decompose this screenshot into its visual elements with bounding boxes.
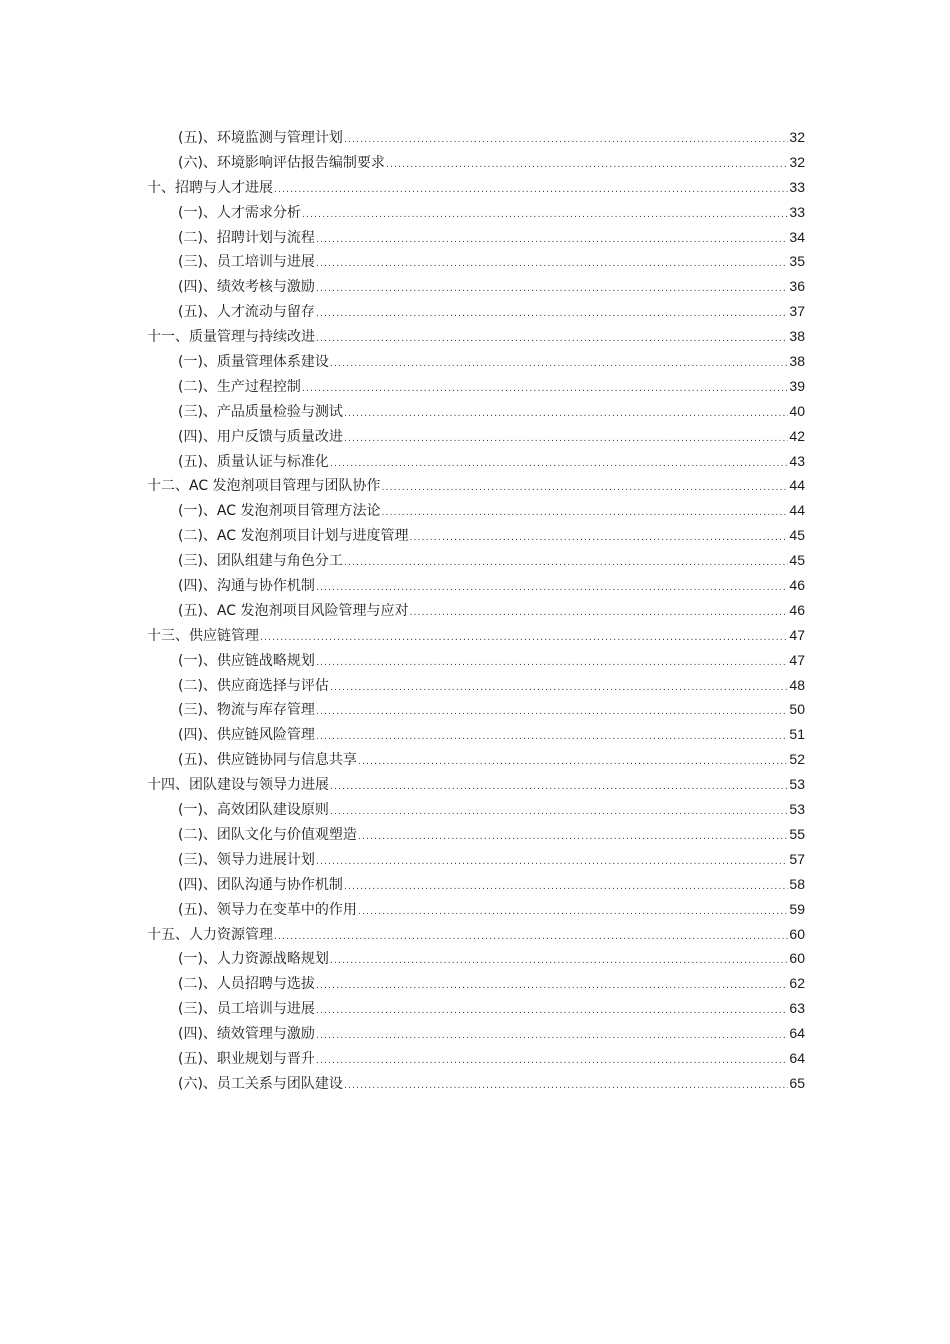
toc-page-number: 51 <box>789 726 805 743</box>
toc-dot-leader <box>358 825 788 850</box>
toc-dot-leader <box>316 974 788 999</box>
toc-section-entry[interactable] <box>147 648 805 673</box>
toc-entry-title: (一)、高效团队建设原则 <box>178 802 329 819</box>
toc-dot-leader <box>274 178 788 203</box>
toc-page-number: 47 <box>789 651 805 668</box>
toc-section-entry[interactable] <box>147 498 805 523</box>
toc-section-entry[interactable] <box>147 249 805 274</box>
toc-page-number: 32 <box>789 129 805 145</box>
toc-section-entry[interactable] <box>147 548 805 573</box>
toc-entry-title: (四)、供应链风险管理 <box>178 727 315 744</box>
toc-chapter-entry[interactable] <box>147 175 805 200</box>
toc-dot-leader <box>316 725 788 750</box>
toc-dot-leader <box>316 327 788 352</box>
toc-page-number: 62 <box>789 975 805 992</box>
toc-section-entry[interactable] <box>147 125 805 150</box>
toc-chapter-entry[interactable] <box>147 473 805 498</box>
toc-dot-leader <box>344 427 788 452</box>
toc-chapter-entry[interactable] <box>147 623 805 648</box>
toc-page-number: 45 <box>789 527 805 544</box>
toc-page-number: 46 <box>789 577 805 594</box>
toc-dot-leader <box>316 252 788 277</box>
toc-dot-leader <box>302 377 788 402</box>
toc-dot-leader <box>316 850 788 875</box>
toc-page-number: 36 <box>789 278 805 295</box>
toc-dot-leader <box>330 452 788 477</box>
toc-section-entry[interactable] <box>147 697 805 722</box>
toc-page-number: 55 <box>789 825 805 842</box>
toc-page-number: 48 <box>789 676 805 693</box>
toc-page-number: 38 <box>789 353 805 370</box>
toc-dot-leader <box>302 203 788 228</box>
toc-dot-leader <box>382 476 789 501</box>
toc-page-number: 45 <box>789 552 805 569</box>
toc-entry-title: (四)、用户反馈与质量改进 <box>178 428 343 445</box>
toc-entry-title: (三)、领导力进展计划 <box>178 851 315 868</box>
toc-entry-title: (四)、绩效管理与激励 <box>178 1026 315 1043</box>
toc-section-entry[interactable] <box>147 1021 805 1046</box>
toc-entry-title: (五)、AC 发泡剂项目风险管理与应对 <box>178 602 409 619</box>
toc-entry-title: (二)、人员招聘与选拔 <box>178 976 315 993</box>
toc-entry-title: (六)、员工关系与团队建设 <box>178 1075 343 1092</box>
toc-entry-title: (六)、环境影响评估报告编制要求 <box>178 154 385 171</box>
toc-dot-leader <box>316 228 788 253</box>
toc-page-number: 58 <box>789 875 805 892</box>
toc-section-entry[interactable] <box>147 847 805 872</box>
toc-entry-title: (四)、沟通与协作机制 <box>178 578 315 595</box>
toc-section-entry[interactable] <box>147 424 805 449</box>
toc-page-number: 43 <box>789 452 805 469</box>
toc-page-number: 52 <box>789 751 805 768</box>
toc-entry-title: 十二、AC 发泡剂项目管理与团队协作 <box>147 478 381 495</box>
toc-page-number: 33 <box>789 203 805 220</box>
toc-dot-leader <box>330 775 788 800</box>
table-of-contents <box>147 125 805 1096</box>
toc-dot-leader <box>316 1049 788 1074</box>
toc-dot-leader <box>316 700 788 725</box>
toc-entry-title: (二)、招聘计划与流程 <box>178 229 315 246</box>
toc-page-number: 38 <box>789 328 805 345</box>
toc-entry-title: (三)、物流与库存管理 <box>178 702 315 719</box>
toc-dot-leader <box>344 551 788 576</box>
toc-entry-title: (一)、供应链战略规划 <box>178 652 315 669</box>
toc-dot-leader <box>316 1024 788 1049</box>
toc-page-number: 44 <box>789 477 805 494</box>
toc-page-number: 32 <box>789 153 805 170</box>
toc-dot-leader <box>409 601 788 626</box>
toc-dot-leader <box>330 949 788 974</box>
toc-dot-leader <box>330 676 788 701</box>
toc-dot-leader <box>344 128 788 153</box>
toc-entry-title: (二)、供应商选择与评估 <box>178 677 329 694</box>
toc-section-entry[interactable] <box>147 598 805 623</box>
toc-dot-leader <box>381 501 788 526</box>
toc-entry-title: (一)、质量管理体系建设 <box>178 354 329 371</box>
toc-page-number: 53 <box>789 801 805 818</box>
toc-page-number: 40 <box>789 402 805 419</box>
toc-dot-leader <box>330 352 788 377</box>
toc-section-entry[interactable] <box>147 399 805 424</box>
toc-entry-title: (三)、产品质量检验与测试 <box>178 403 343 420</box>
toc-page-number: 60 <box>789 925 805 942</box>
toc-entry-title: (五)、环境监测与管理计划 <box>178 130 343 146</box>
toc-chapter-entry[interactable] <box>147 922 805 947</box>
toc-section-entry[interactable] <box>147 722 805 747</box>
toc-page-number: 59 <box>789 900 805 917</box>
toc-section-entry[interactable] <box>147 971 805 996</box>
toc-section-entry[interactable] <box>147 150 805 175</box>
toc-section-entry[interactable] <box>147 946 805 971</box>
toc-page-number: 37 <box>789 303 805 320</box>
toc-section-entry[interactable] <box>147 822 805 847</box>
toc-section-entry[interactable] <box>147 274 805 299</box>
toc-page-number: 42 <box>789 427 805 444</box>
toc-dot-leader <box>409 526 788 551</box>
toc-page-number: 60 <box>789 950 805 967</box>
toc-dot-leader <box>358 750 788 775</box>
toc-page-number: 57 <box>789 850 805 867</box>
toc-page-number: 39 <box>789 377 805 394</box>
toc-entry-title: (五)、供应链协同与信息共享 <box>178 752 357 769</box>
toc-entry-title: (五)、领导力在变革中的作用 <box>178 901 357 918</box>
toc-section-entry[interactable] <box>147 1046 805 1071</box>
toc-entry-title: (一)、人力资源战略规划 <box>178 951 329 968</box>
toc-page-number: 50 <box>789 701 805 718</box>
toc-dot-leader <box>358 900 788 925</box>
toc-entry-title: (二)、团队文化与价值观塑造 <box>178 826 357 843</box>
toc-dot-leader <box>316 651 788 676</box>
toc-page-number: 46 <box>789 601 805 618</box>
toc-page-number: 64 <box>789 1049 805 1066</box>
toc-page-number: 34 <box>789 228 805 245</box>
toc-section-entry[interactable] <box>147 673 805 698</box>
toc-section-entry[interactable] <box>147 872 805 897</box>
toc-entry-title: 十一、质量管理与持续改进 <box>147 329 315 346</box>
toc-section-entry[interactable] <box>147 225 805 250</box>
toc-section-entry[interactable] <box>147 200 805 225</box>
toc-dot-leader <box>316 999 788 1024</box>
toc-entry-title: (四)、团队沟通与协作机制 <box>178 876 343 893</box>
toc-entry-title: (五)、质量认证与标准化 <box>178 453 329 470</box>
toc-page-number: 35 <box>789 253 805 270</box>
toc-dot-leader <box>344 1074 788 1099</box>
toc-dot-leader <box>386 153 788 178</box>
toc-dot-leader <box>316 576 788 601</box>
toc-page-number: 33 <box>789 178 805 195</box>
toc-entry-title: (一)、AC 发泡剂项目管理方法论 <box>178 503 381 520</box>
toc-dot-leader <box>344 875 788 900</box>
toc-dot-leader <box>316 302 788 327</box>
toc-section-entry[interactable] <box>147 797 805 822</box>
toc-dot-leader <box>260 626 788 651</box>
toc-page-number: 64 <box>789 1025 805 1042</box>
toc-page-number: 47 <box>789 626 805 643</box>
toc-section-entry[interactable] <box>147 523 805 548</box>
toc-section-entry[interactable] <box>147 299 805 324</box>
toc-section-entry[interactable] <box>147 449 805 474</box>
toc-entry-title: (二)、生产过程控制 <box>178 378 301 395</box>
toc-entry-title: (一)、人才需求分析 <box>178 204 301 221</box>
toc-dot-leader <box>274 925 788 950</box>
toc-entry-title: (二)、AC 发泡剂项目计划与进度管理 <box>178 528 409 545</box>
toc-section-entry[interactable] <box>147 573 805 598</box>
toc-page-number: 44 <box>789 502 805 519</box>
toc-dot-leader <box>316 277 788 302</box>
toc-entry-title: (四)、绩效考核与激励 <box>178 279 315 296</box>
toc-entry-title: (五)、人才流动与留存 <box>178 304 315 321</box>
toc-entry-title: (五)、职业规划与晋升 <box>178 1050 315 1067</box>
toc-entry-title: 十、招聘与人才进展 <box>147 179 273 196</box>
toc-entry-title: 十三、供应链管理 <box>147 627 259 644</box>
toc-section-entry[interactable] <box>147 374 805 399</box>
toc-entry-title: 十五、人力资源管理 <box>147 926 273 943</box>
toc-page-number: 63 <box>789 1000 805 1017</box>
toc-section-entry[interactable] <box>147 349 805 374</box>
toc-entry-title: 十四、团队建设与领导力进展 <box>147 777 329 794</box>
toc-entry-title: (三)、员工培训与进展 <box>178 254 315 271</box>
toc-chapter-entry[interactable] <box>147 772 805 797</box>
toc-chapter-entry[interactable] <box>147 324 805 349</box>
toc-page-number: 53 <box>789 776 805 793</box>
toc-section-entry[interactable] <box>147 1071 805 1096</box>
toc-entry-title: (三)、团队组建与角色分工 <box>178 553 343 570</box>
toc-section-entry[interactable] <box>147 996 805 1021</box>
toc-page-number: 65 <box>789 1074 805 1091</box>
toc-section-entry[interactable] <box>147 747 805 772</box>
toc-section-entry[interactable] <box>147 897 805 922</box>
toc-entry-title: (三)、员工培训与进展 <box>178 1001 315 1018</box>
toc-dot-leader <box>330 800 788 825</box>
toc-dot-leader <box>344 402 788 427</box>
